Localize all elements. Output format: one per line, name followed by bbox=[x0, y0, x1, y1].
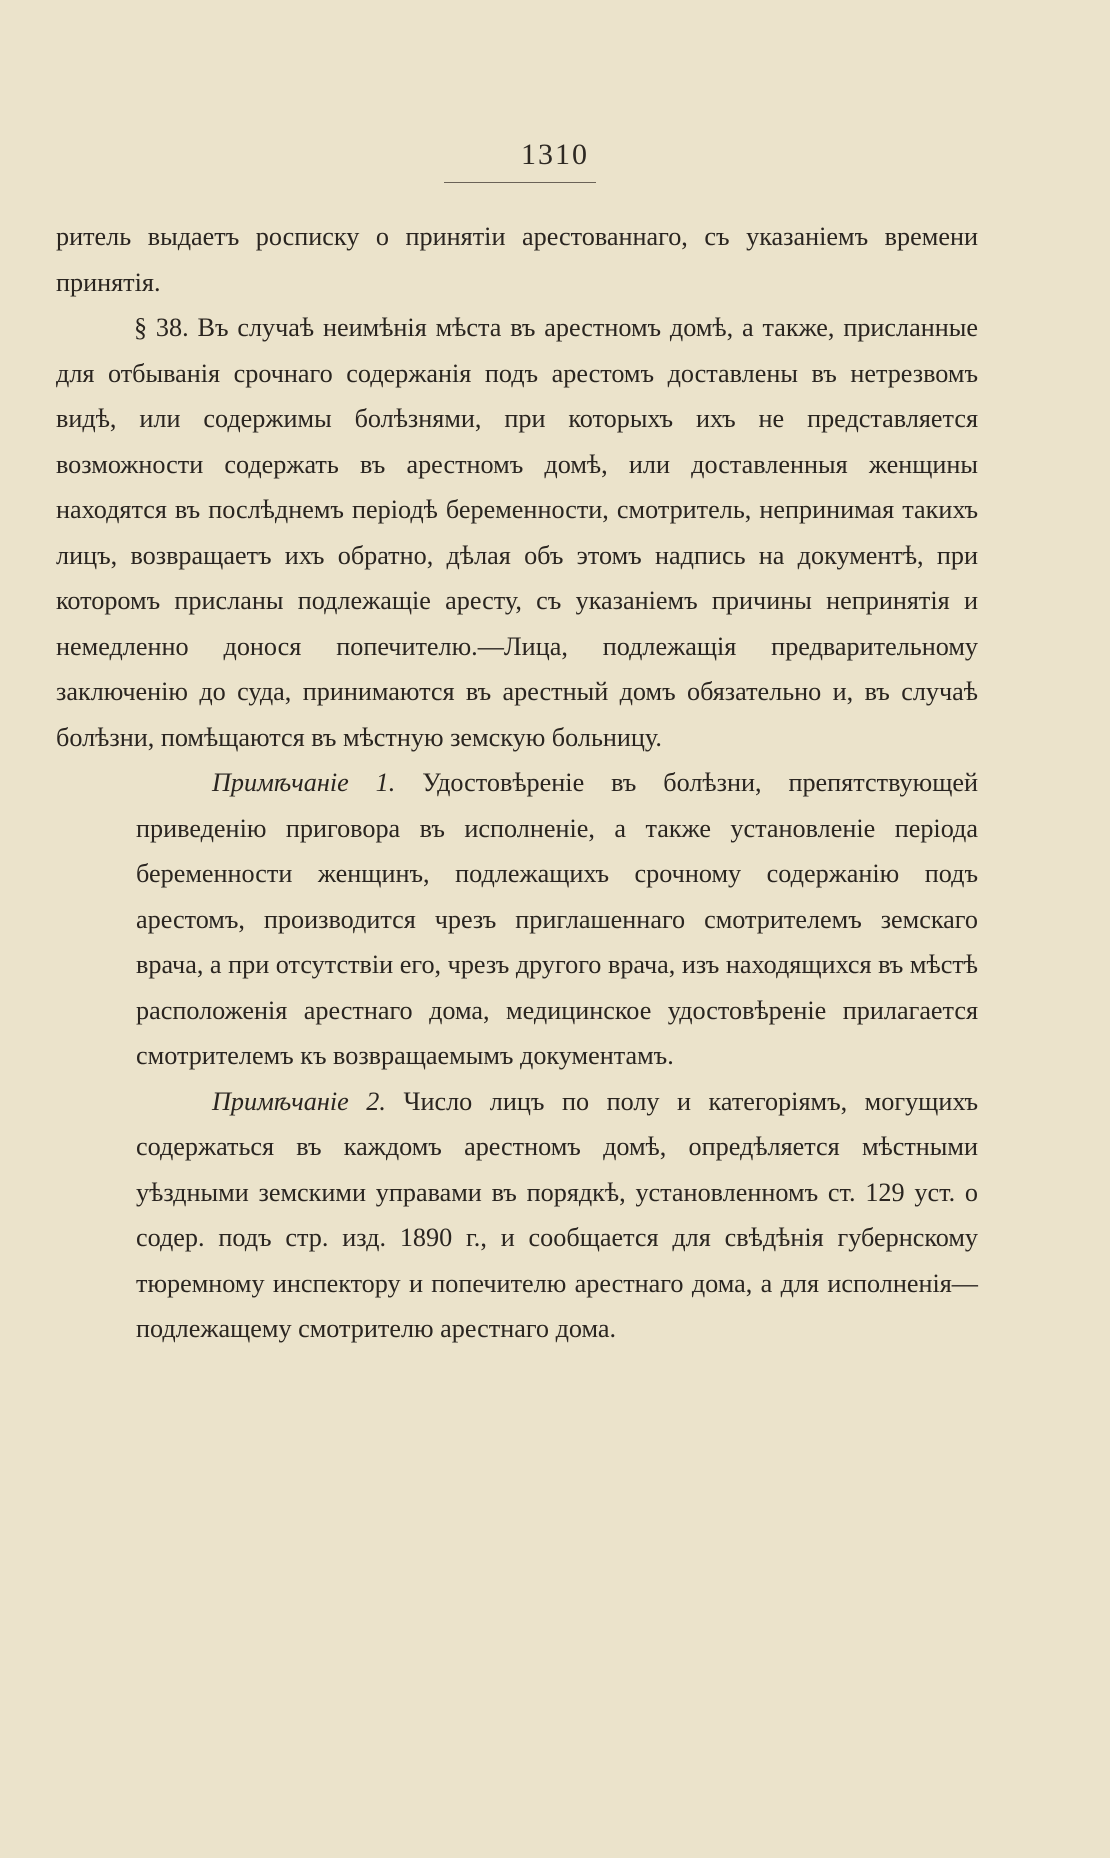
note-2-label: Примѣчаніе 2. bbox=[212, 1086, 386, 1116]
note-1-text: Удостовѣреніе въ болѣзни, препятствующей приведенію приговора въ исполненіе, а также установленіе періода беременности женщинъ, подлежащихъ срочному содержанію подъ арестомъ, производится чрезъ приглашеннаго смотрителемъ земскаго врача, а при отсутствіи его, чрезъ другого врача, изъ находящихся въ мѣстѣ расположенія арестнаго дома, медицинское удостовѣреніе прилагается смотрителемъ къ возвращаемымъ документамъ. bbox=[136, 768, 978, 1070]
note-1-label: Примѣчаніе 1. bbox=[212, 768, 396, 797]
page-number-rule bbox=[444, 182, 596, 183]
note-1 bbox=[136, 760, 978, 1079]
paragraph-continuation: ритель выдаетъ росписку о принятіи арестованнаго, съ указаніемъ времени принятія. bbox=[56, 222, 978, 297]
body-text bbox=[56, 214, 978, 1352]
paragraph-section-38: § 38. Въ случаѣ неимѣнія мѣста въ арестномъ домѣ, а также, присланные для отбыванія срочнаго содержанія подъ арестомъ доставлены въ нетрезвомъ видѣ, или содержимы болѣзнями, при которыхъ ихъ не представляется возможности содержать въ арестномъ домѣ, или доставленныя женщины находятся въ послѣднемъ періодѣ беременности, смотритель, непринимая такихъ лицъ, возвращаетъ ихъ обратно, дѣлая объ этомъ надпись на документѣ, при которомъ присланы подлежащіе аресту, съ указаніемъ причины непринятія и немедленно донося попечителю.—Лица, подлежащія предварительному заключенію до суда, принимаются въ арестный домъ обязательно и, въ случаѣ болѣзни, помѣщаются въ мѣстную земскую больницу. bbox=[56, 313, 978, 752]
note-2-text: Число лицъ по полу и категоріямъ, могущихъ содержаться въ каждомъ арестномъ домѣ, опредѣляется мѣстными уѣздными земскими управами въ порядкѣ, установленномъ ст. 129 уст. о содер. подъ стр. изд. 1890 г., и сообщается для свѣдѣнія губернскому тюремному инспектору и попечителю арестнаго дома, а для исполненія—подлежащему смотрителю арестнаго дома. bbox=[136, 1086, 978, 1343]
note-2 bbox=[136, 1079, 978, 1352]
page-number: 1310 bbox=[521, 138, 589, 171]
